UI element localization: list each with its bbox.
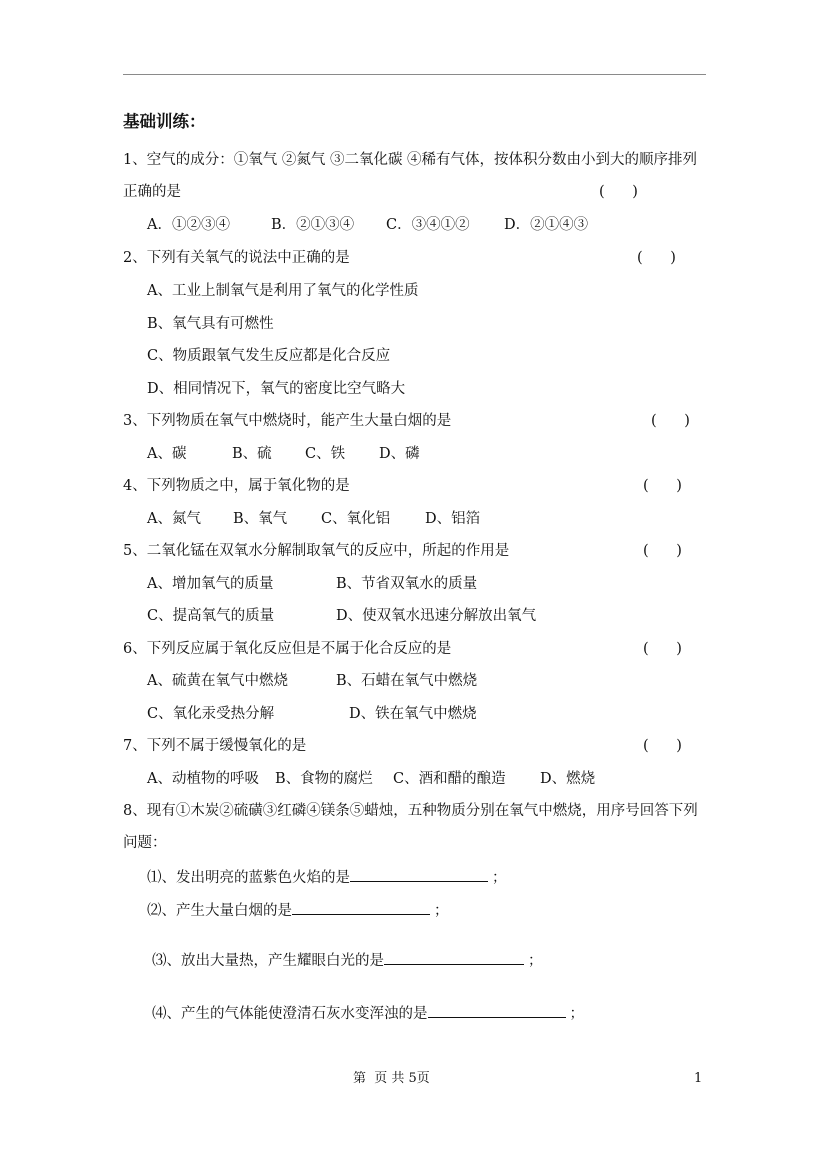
q5-option-b: B、节省双氧水的质量 xyxy=(336,576,478,592)
q4-answer-paren: ( ) xyxy=(643,478,682,494)
q2-option-d: D、相同情况下，氧气的密度比空气略大 xyxy=(147,381,406,397)
q8-sub-1 xyxy=(147,867,507,887)
q5-option-d: D、使双氧水迅速分解放出氧气 xyxy=(336,608,537,624)
q8-sub-2-text: ⑵、产生大量白烟的是 xyxy=(147,903,292,919)
q2-option-b: B、氧气具有可燃性 xyxy=(147,316,274,332)
q2-option-c: C、物质跟氧气发生反应都是化合反应 xyxy=(147,348,391,364)
q8-sub-4-end: ； xyxy=(569,1006,584,1022)
q1-option-a: A．①②③④ xyxy=(147,217,230,233)
q2-stem: 2、下列有关氧气的说法中正确的是 xyxy=(123,250,350,266)
q5-stem: 5、二氧化锰在双氧水分解制取氧气的反应中，所起的作用是 xyxy=(123,543,510,559)
q4-option-a: A、氮气 xyxy=(147,511,201,527)
q4-option-d: D、铝箔 xyxy=(425,511,481,527)
q8-sub-4-text: ⑷、产生的气体能使澄清石灰水变浑浊的是 xyxy=(152,1006,428,1022)
q6-options-row2 xyxy=(147,705,477,723)
q3-option-d: D、磷 xyxy=(379,446,420,462)
q6-option-d: D、铁在氧气中燃烧 xyxy=(349,706,477,722)
q4-option-c: C、氧化铝 xyxy=(321,511,391,527)
q8-sub-1-blank[interactable] xyxy=(350,867,488,882)
q8-sub-3 xyxy=(152,950,543,970)
q3-option-a: A、碳 xyxy=(147,446,187,462)
q1-stem-line1: 1、空气的成分：①氧气 ②氮气 ③二氧化碳 ④稀有气体，按体积分数由小到大的顺序排列 xyxy=(123,152,698,168)
q1-option-c: C．③④①② xyxy=(386,217,470,233)
q3-option-b: B、硫 xyxy=(232,446,272,462)
q1-option-b: B．②①③④ xyxy=(271,217,355,233)
q8-sub-3-blank[interactable] xyxy=(384,950,524,965)
q8-sub-1-end: ； xyxy=(492,870,507,886)
q7-options xyxy=(147,770,595,788)
q7-option-d: D、燃烧 xyxy=(540,771,596,787)
q7-option-b: B、食物的腐烂 xyxy=(275,771,373,787)
q7-stem: 7、下列不属于缓慢氧化的是 xyxy=(123,738,307,754)
q5-options-row1 xyxy=(147,575,477,593)
q8-sub-4-blank[interactable] xyxy=(428,1003,566,1018)
q8-sub-2-blank[interactable] xyxy=(292,900,430,915)
q2-answer-paren: ( ) xyxy=(637,250,676,266)
q2-option-a: A、工业上制氧气是利用了氧气的化学性质 xyxy=(147,283,419,299)
q3-option-c: C、铁 xyxy=(305,446,346,462)
q1-answer-paren: ( ) xyxy=(599,184,638,200)
q6-stem: 6、下列反应属于氧化反应但是不属于化合反应的是 xyxy=(123,641,452,657)
q8-sub-3-text: ⑶、放出大量热，产生耀眼白光的是 xyxy=(152,953,384,969)
q1-stem-line2: 正确的是 xyxy=(123,184,181,200)
q7-option-c: C、酒和醋的酿造 xyxy=(393,771,506,787)
q3-options xyxy=(147,445,420,463)
q6-option-a: A、硫黄在氧气中燃烧 xyxy=(147,673,288,689)
q6-option-b: B、石蜡在氧气中燃烧 xyxy=(336,673,478,689)
q4-stem: 4、下列物质之中，属于氧化物的是 xyxy=(123,478,350,494)
q1-option-d: D．②①④③ xyxy=(504,217,589,233)
q8-stem-line2: 问题： xyxy=(123,835,167,851)
q8-sub-2-end: ； xyxy=(434,903,449,919)
q8-sub-3-end: ； xyxy=(528,953,543,969)
q4-options xyxy=(147,510,480,528)
q5-options-row2 xyxy=(147,607,536,625)
q3-answer-paren: ( ) xyxy=(651,413,690,429)
q7-answer-paren: ( ) xyxy=(643,738,682,754)
q6-option-c: C、氧化汞受热分解 xyxy=(147,706,275,722)
page-footer: 第 页 共 5页 xyxy=(353,1071,430,1086)
q6-answer-paren: ( ) xyxy=(643,641,682,657)
q8-sub-4 xyxy=(152,1003,584,1023)
q8-stem-line1: 8、现有①木炭②硫磺③红磷④镁条⑤蜡烛，五种物质分别在氧气中燃烧，用序号回答下列 xyxy=(123,803,698,819)
section-title: 基础训练： xyxy=(123,112,206,131)
q5-option-c: C、提高氧气的质量 xyxy=(147,608,275,624)
q8-sub-2 xyxy=(147,900,449,920)
q7-option-a: A、动植物的呼吸 xyxy=(147,771,259,787)
q6-options-row1 xyxy=(147,672,477,690)
q5-answer-paren: ( ) xyxy=(643,543,682,559)
q4-option-b: B、氧气 xyxy=(233,511,288,527)
q3-stem: 3、下列物质在氧气中燃烧时，能产生大量白烟的是 xyxy=(123,413,452,429)
header-rule xyxy=(123,74,706,75)
q1-options xyxy=(147,216,588,234)
page-number: 1 xyxy=(694,1071,703,1086)
q8-sub-1-text: ⑴、发出明亮的蓝紫色火焰的是 xyxy=(147,870,350,886)
q5-option-a: A、增加氧气的质量 xyxy=(147,576,274,592)
